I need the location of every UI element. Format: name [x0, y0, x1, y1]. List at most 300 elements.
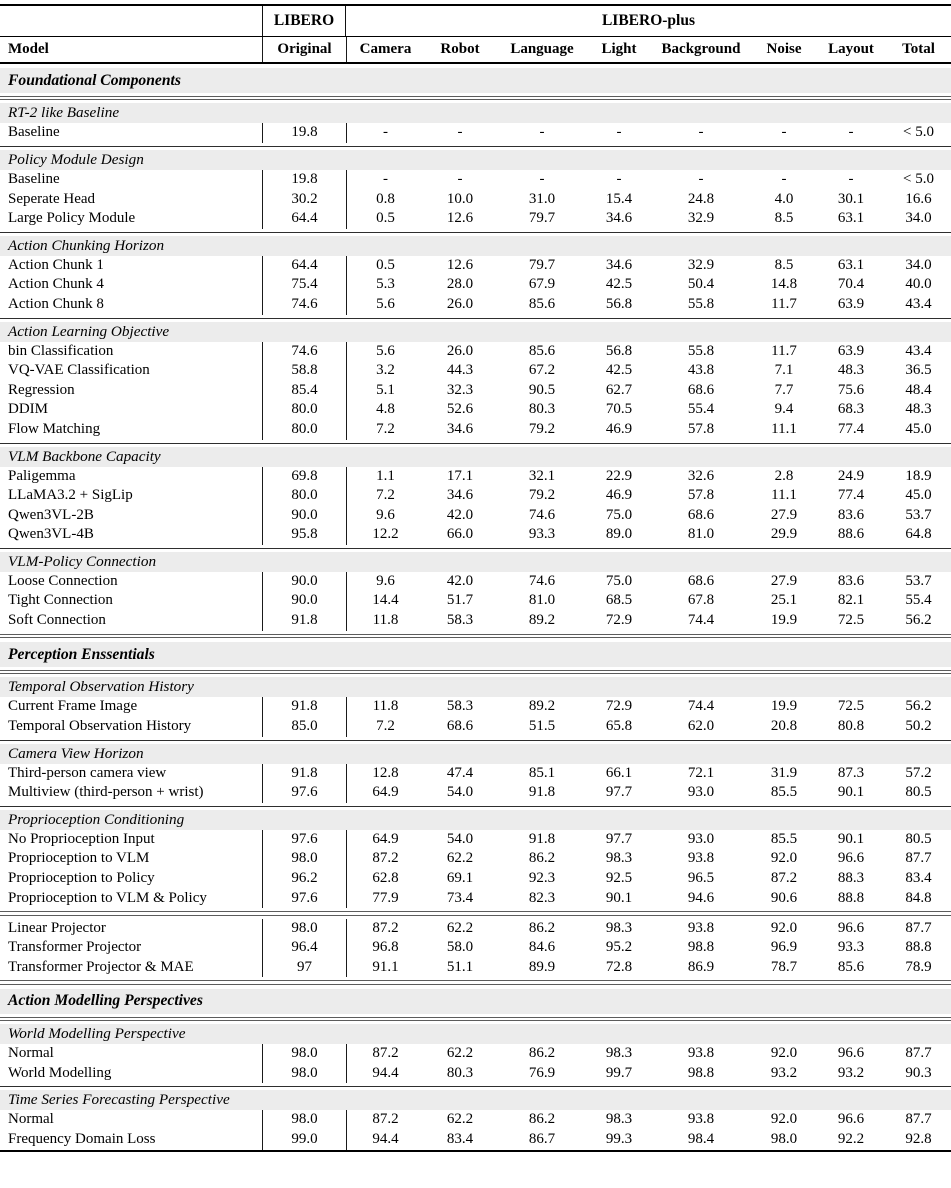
table-row — [0, 717, 951, 737]
value-cell: - — [781, 124, 787, 141]
value-cell: 93.0 — [687, 830, 715, 847]
value-cell: 15.4 — [605, 190, 633, 207]
value-cell: 19.8 — [262, 123, 346, 143]
subsection-band: Temporal Observation History — [0, 677, 951, 697]
value-cell: 8.5 — [774, 256, 794, 273]
group-divider-rule — [0, 548, 951, 549]
value-cell: 77.4 — [837, 420, 865, 437]
value-cell: 57.8 — [687, 420, 715, 437]
value-cell: 48.3 — [837, 362, 865, 379]
table-row — [0, 572, 951, 592]
value-cell: 31.9 — [770, 764, 798, 781]
value-cell: 98.3 — [605, 850, 633, 867]
value-cell: 56.8 — [605, 295, 633, 312]
value-cell: 97.6 — [262, 783, 346, 803]
value-cell: 72.9 — [605, 612, 633, 629]
value-cell: 80.3 — [446, 1064, 474, 1081]
table-row — [0, 190, 951, 210]
value-cell: 55.8 — [687, 295, 715, 312]
column-header-total: Total — [902, 40, 935, 57]
value-cell: 91.8 — [528, 784, 556, 801]
value-cell: 50.2 — [905, 718, 932, 735]
model-name-cell: Baseline — [8, 170, 60, 187]
value-cell: 46.9 — [605, 420, 633, 437]
value-cell: 67.8 — [687, 592, 715, 609]
value-cell: 19.9 — [770, 698, 798, 715]
value-cell: 9.6 — [346, 506, 424, 526]
table-row — [0, 525, 951, 545]
value-cell: - — [616, 170, 622, 187]
value-cell: 91.1 — [346, 958, 424, 978]
model-name-cell: Temporal Observation History — [8, 718, 192, 735]
value-cell: 24.8 — [687, 190, 715, 207]
value-cell: 82.3 — [528, 889, 556, 906]
value-cell: - — [616, 124, 622, 141]
value-cell: 87.7 — [905, 919, 932, 936]
value-cell: 75.4 — [262, 275, 346, 295]
value-cell: 96.6 — [837, 1111, 865, 1128]
model-name-cell: Loose Connection — [8, 572, 118, 589]
value-cell: 28.0 — [446, 276, 474, 293]
value-cell: 78.7 — [770, 958, 798, 975]
model-name-cell: Proprioception to Policy — [8, 870, 155, 887]
table-row — [0, 275, 951, 295]
value-cell: 87.2 — [346, 1044, 424, 1064]
column-header-layout: Layout — [828, 40, 874, 57]
value-cell: 4.0 — [774, 190, 794, 207]
value-cell: 86.2 — [528, 1111, 556, 1128]
value-cell: 11.8 — [346, 611, 424, 631]
value-cell: 98.3 — [605, 1045, 633, 1062]
value-cell: 88.3 — [837, 870, 865, 887]
value-cell: 58.8 — [262, 361, 346, 381]
table-body — [0, 68, 951, 1150]
value-cell: 9.4 — [774, 401, 794, 418]
value-cell: 14.4 — [346, 591, 424, 611]
major-section-band: Perception Enssentials — [0, 642, 951, 667]
model-name-cell: LLaMA3.2 + SigLip — [8, 487, 133, 504]
value-cell: 75.6 — [837, 381, 865, 398]
value-cell: 1.1 — [346, 467, 424, 487]
value-cell: 98.0 — [262, 1064, 346, 1084]
model-name-cell: Baseline — [8, 124, 60, 141]
value-cell: 97 — [262, 958, 346, 978]
value-cell: 55.4 — [687, 401, 715, 418]
value-cell: 85.5 — [770, 830, 798, 847]
subsection-band: Time Series Forecasting Perspective — [0, 1090, 951, 1110]
value-cell: 45.0 — [905, 487, 932, 504]
value-cell: 36.5 — [905, 362, 932, 379]
value-cell: 55.4 — [905, 592, 932, 609]
value-cell: 62.7 — [605, 381, 633, 398]
value-cell: - — [698, 170, 704, 187]
value-cell: 72.8 — [605, 958, 633, 975]
value-cell: 90.3 — [905, 1064, 932, 1081]
model-name-cell: Current Frame Image — [8, 698, 138, 715]
value-cell: 93.3 — [837, 939, 865, 956]
value-cell: - — [539, 170, 545, 187]
value-cell: < 5.0 — [903, 124, 934, 141]
model-name-cell: Flow Matching — [8, 420, 101, 437]
table-row — [0, 1130, 951, 1150]
value-cell: 12.6 — [446, 256, 474, 273]
model-name-cell: Frequency Domain Loss — [8, 1130, 156, 1147]
group-header-spacer — [0, 6, 262, 36]
value-cell: 45.0 — [905, 420, 932, 437]
value-cell: - — [457, 124, 463, 141]
value-cell: - — [539, 124, 545, 141]
major-section-rule — [0, 980, 951, 984]
value-cell: 91.8 — [262, 764, 346, 784]
value-cell: 57.8 — [687, 487, 715, 504]
value-cell: 90.6 — [770, 889, 798, 906]
value-cell: 62.0 — [687, 718, 715, 735]
value-cell: 92.0 — [770, 850, 798, 867]
value-cell: 56.8 — [605, 342, 633, 359]
major-section-rule — [0, 96, 951, 100]
value-cell: 90.1 — [605, 889, 633, 906]
subsection-band: VLM Backbone Capacity — [0, 447, 951, 467]
value-cell: 68.6 — [446, 718, 474, 735]
value-cell: 78.9 — [905, 958, 932, 975]
value-cell: 43.4 — [905, 295, 932, 312]
value-cell: 83.4 — [905, 870, 932, 887]
value-cell: 40.0 — [905, 276, 932, 293]
value-cell: 88.8 — [837, 889, 865, 906]
value-cell: 87.3 — [837, 764, 865, 781]
value-cell: < 5.0 — [903, 170, 934, 187]
column-header-robot: Robot — [440, 40, 480, 57]
value-cell: 87.7 — [905, 1045, 932, 1062]
column-header-original: Original — [262, 37, 346, 62]
value-cell: 12.2 — [346, 525, 424, 545]
value-cell: 66.0 — [446, 526, 474, 543]
value-cell: 2.8 — [774, 467, 794, 484]
model-name-cell: Soft Connection — [8, 612, 106, 629]
value-cell: 90.1 — [837, 830, 865, 847]
value-cell: 5.3 — [346, 275, 424, 295]
value-cell: 5.1 — [346, 381, 424, 401]
value-cell: 74.4 — [687, 612, 715, 629]
value-cell: 92.3 — [528, 870, 556, 887]
value-cell: 85.1 — [528, 764, 556, 781]
subsection-band: RT-2 like Baseline — [0, 103, 951, 123]
model-name-cell: Qwen3VL-4B — [8, 526, 94, 543]
value-cell: 80.0 — [262, 420, 346, 440]
value-cell: 11.8 — [346, 697, 424, 717]
value-cell: 64.9 — [346, 783, 424, 803]
table-bottom-rule — [0, 1150, 951, 1152]
value-cell: 51.1 — [446, 958, 474, 975]
value-cell: 98.3 — [605, 919, 633, 936]
value-cell: 3.2 — [346, 361, 424, 381]
subsection-band: Action Learning Objective — [0, 322, 951, 342]
value-cell: 99.3 — [605, 1130, 633, 1147]
value-cell: 76.9 — [528, 1064, 556, 1081]
value-cell: 94.4 — [346, 1064, 424, 1084]
value-cell: 72.1 — [687, 764, 715, 781]
model-name-cell: No Proprioception Input — [8, 830, 155, 847]
value-cell: 91.8 — [262, 611, 346, 631]
value-cell: 80.8 — [837, 718, 865, 735]
value-cell: - — [457, 170, 463, 187]
value-cell: 34.6 — [446, 487, 474, 504]
value-cell: 99.7 — [605, 1064, 633, 1081]
value-cell: 91.8 — [528, 830, 556, 847]
value-cell: 83.6 — [837, 506, 865, 523]
value-cell: 27.9 — [770, 506, 798, 523]
value-cell: 11.1 — [771, 487, 797, 504]
value-cell: 64.9 — [346, 830, 424, 850]
subsection-band: Proprioception Conditioning — [0, 810, 951, 830]
value-cell: 73.4 — [446, 889, 474, 906]
value-cell: 12.8 — [346, 764, 424, 784]
value-cell: 43.4 — [905, 342, 932, 359]
value-cell: 67.2 — [528, 362, 556, 379]
model-name-cell: Linear Projector — [8, 919, 106, 936]
value-cell: 63.9 — [837, 342, 865, 359]
table-row — [0, 1044, 951, 1064]
column-header-camera: Camera — [346, 37, 424, 62]
model-name-cell: Large Policy Module — [8, 210, 136, 227]
value-cell: 34.6 — [605, 256, 633, 273]
model-name-cell: Regression — [8, 381, 75, 398]
value-cell: 64.4 — [262, 209, 346, 229]
value-cell: 97.6 — [262, 889, 346, 909]
value-cell: 16.6 — [905, 190, 932, 207]
value-cell: 32.3 — [446, 381, 474, 398]
value-cell: 58.3 — [446, 612, 474, 629]
value-cell: 88.8 — [905, 939, 932, 956]
value-cell: 92.0 — [770, 1045, 798, 1062]
value-cell: 62.2 — [446, 1111, 474, 1128]
value-cell: 89.2 — [528, 698, 556, 715]
value-cell: 43.8 — [687, 362, 715, 379]
value-cell: 32.6 — [687, 467, 715, 484]
table-row — [0, 1110, 951, 1130]
value-cell: 44.3 — [446, 362, 474, 379]
value-cell: 63.1 — [837, 256, 865, 273]
value-cell: 64.4 — [262, 256, 346, 276]
value-cell: 65.8 — [605, 718, 633, 735]
value-cell: 98.0 — [262, 849, 346, 869]
model-name-cell: Normal — [8, 1045, 54, 1062]
value-cell: 93.8 — [687, 1045, 715, 1062]
benchmark-group-header-row — [0, 6, 951, 36]
subsection-band: Policy Module Design — [0, 150, 951, 170]
value-cell: 75.0 — [605, 572, 633, 589]
header-bottom-rule — [0, 62, 951, 64]
value-cell: 7.2 — [346, 486, 424, 506]
major-section-band: Action Modelling Perspectives — [0, 989, 951, 1014]
value-cell: 53.7 — [905, 572, 932, 589]
group-divider-rule — [0, 318, 951, 319]
value-cell: 72.9 — [605, 698, 633, 715]
value-cell: 74.6 — [262, 342, 346, 362]
table-row — [0, 869, 951, 889]
table-row — [0, 958, 951, 978]
value-cell: 92.2 — [837, 1130, 865, 1147]
column-header-language: Language — [510, 40, 574, 57]
value-cell: - — [346, 170, 424, 190]
value-cell: 85.0 — [262, 717, 346, 737]
model-name-cell: Action Chunk 1 — [8, 256, 104, 273]
value-cell: 75.0 — [605, 506, 633, 523]
value-cell: 95.8 — [262, 525, 346, 545]
value-cell: 92.0 — [770, 1111, 798, 1128]
value-cell: 68.6 — [687, 572, 715, 589]
table-row — [0, 938, 951, 958]
value-cell: 77.4 — [837, 487, 865, 504]
value-cell: 74.4 — [687, 698, 715, 715]
value-cell: 42.0 — [446, 572, 474, 589]
value-cell: 66.1 — [605, 764, 633, 781]
model-name-cell: Transformer Projector — [8, 939, 142, 956]
table-row — [0, 591, 951, 611]
value-cell: 10.0 — [446, 190, 474, 207]
value-cell: 87.7 — [905, 1111, 932, 1128]
table-row — [0, 209, 951, 229]
subsection-band: World Modelling Perspective — [0, 1024, 951, 1044]
value-cell: 79.2 — [528, 420, 556, 437]
value-cell: 93.8 — [687, 1111, 715, 1128]
value-cell: 58.3 — [446, 698, 474, 715]
value-cell: 62.2 — [446, 919, 474, 936]
table-row — [0, 611, 951, 631]
value-cell: 11.1 — [771, 420, 797, 437]
value-cell: 82.1 — [837, 592, 865, 609]
value-cell: 99.0 — [262, 1130, 346, 1150]
value-cell: 7.1 — [774, 362, 794, 379]
value-cell: 74.6 — [528, 572, 556, 589]
value-cell: 54.0 — [446, 830, 474, 847]
table-row — [0, 256, 951, 276]
value-cell: 51.5 — [528, 718, 556, 735]
value-cell: 70.5 — [605, 401, 633, 418]
value-cell: 79.2 — [528, 487, 556, 504]
value-cell: 46.9 — [605, 487, 633, 504]
model-name-cell: Proprioception to VLM & Policy — [8, 889, 207, 906]
value-cell: 91.8 — [262, 697, 346, 717]
value-cell: 90.0 — [262, 572, 346, 592]
table-row — [0, 889, 951, 909]
table-row — [0, 342, 951, 362]
value-cell: - — [781, 170, 787, 187]
value-cell: 62.2 — [446, 850, 474, 867]
table-row — [0, 764, 951, 784]
value-cell: 87.2 — [346, 849, 424, 869]
value-cell: 56.2 — [905, 698, 932, 715]
value-cell: 34.0 — [905, 210, 932, 227]
value-cell: 74.6 — [262, 295, 346, 315]
value-cell: - — [698, 124, 704, 141]
group-divider-rule — [0, 911, 951, 915]
value-cell: 5.6 — [346, 342, 424, 362]
group-divider-rule — [0, 232, 951, 233]
value-cell: 31.0 — [528, 190, 556, 207]
value-cell: 32.1 — [528, 467, 556, 484]
major-section-rule — [0, 670, 951, 674]
value-cell: 68.5 — [605, 592, 633, 609]
table-row — [0, 400, 951, 420]
value-cell: 98.8 — [687, 1064, 715, 1081]
model-name-cell: bin Classification — [8, 342, 114, 359]
value-cell: 89.9 — [528, 958, 556, 975]
value-cell: 96.6 — [837, 1045, 865, 1062]
value-cell: 0.8 — [346, 190, 424, 210]
value-cell: 83.6 — [837, 572, 865, 589]
value-cell: 68.3 — [837, 401, 865, 418]
value-cell: 80.3 — [528, 401, 556, 418]
value-cell: 96.6 — [837, 850, 865, 867]
value-cell: 86.2 — [528, 919, 556, 936]
value-cell: 9.6 — [346, 572, 424, 592]
table-row — [0, 170, 951, 190]
value-cell: 63.9 — [837, 295, 865, 312]
value-cell: 62.2 — [446, 1045, 474, 1062]
value-cell: 8.5 — [774, 210, 794, 227]
model-name-cell: Third-person camera view — [8, 764, 167, 781]
column-header-model: Model — [8, 40, 49, 57]
model-name-cell: Qwen3VL-2B — [8, 506, 94, 523]
value-cell: 96.5 — [687, 870, 715, 887]
value-cell: 98.0 — [262, 1044, 346, 1064]
table-row — [0, 361, 951, 381]
column-header-row — [0, 37, 951, 62]
value-cell: 85.6 — [528, 342, 556, 359]
model-name-cell: VQ-VAE Classification — [8, 362, 150, 379]
value-cell: 86.2 — [528, 1045, 556, 1062]
value-cell: 90.5 — [528, 381, 556, 398]
value-cell: 87.7 — [905, 850, 932, 867]
model-name-cell: Transformer Projector & MAE — [8, 958, 194, 975]
value-cell: 92.5 — [605, 870, 633, 887]
value-cell: 80.0 — [262, 400, 346, 420]
value-cell: 92.0 — [770, 919, 798, 936]
model-name-cell: DDIM — [8, 401, 48, 418]
model-name-cell: Proprioception to VLM — [8, 850, 150, 867]
value-cell: 89.2 — [528, 612, 556, 629]
value-cell: 88.6 — [837, 526, 865, 543]
value-cell: 90.1 — [837, 784, 865, 801]
value-cell: 93.8 — [687, 919, 715, 936]
value-cell: 80.5 — [905, 830, 932, 847]
value-cell: 0.5 — [346, 209, 424, 229]
value-cell: 58.0 — [446, 939, 474, 956]
value-cell: 32.9 — [687, 210, 715, 227]
value-cell: 84.8 — [905, 889, 932, 906]
value-cell: 72.5 — [837, 612, 865, 629]
value-cell: 96.8 — [346, 938, 424, 958]
value-cell: 87.2 — [770, 870, 798, 887]
value-cell: 53.7 — [905, 506, 932, 523]
model-name-cell: Normal — [8, 1111, 54, 1128]
value-cell: 98.8 — [687, 939, 715, 956]
value-cell: 62.8 — [346, 869, 424, 889]
value-cell: 12.6 — [446, 210, 474, 227]
major-section-rule — [0, 634, 951, 638]
value-cell: 93.2 — [837, 1064, 865, 1081]
value-cell: 87.2 — [346, 919, 424, 939]
value-cell: 84.6 — [528, 939, 556, 956]
value-cell: 85.6 — [528, 295, 556, 312]
value-cell: 93.8 — [687, 850, 715, 867]
value-cell: 68.6 — [687, 381, 715, 398]
value-cell: 25.1 — [770, 592, 798, 609]
model-name-cell: World Modelling — [8, 1064, 112, 1081]
value-cell: 14.8 — [770, 276, 798, 293]
value-cell: 42.5 — [605, 362, 633, 379]
